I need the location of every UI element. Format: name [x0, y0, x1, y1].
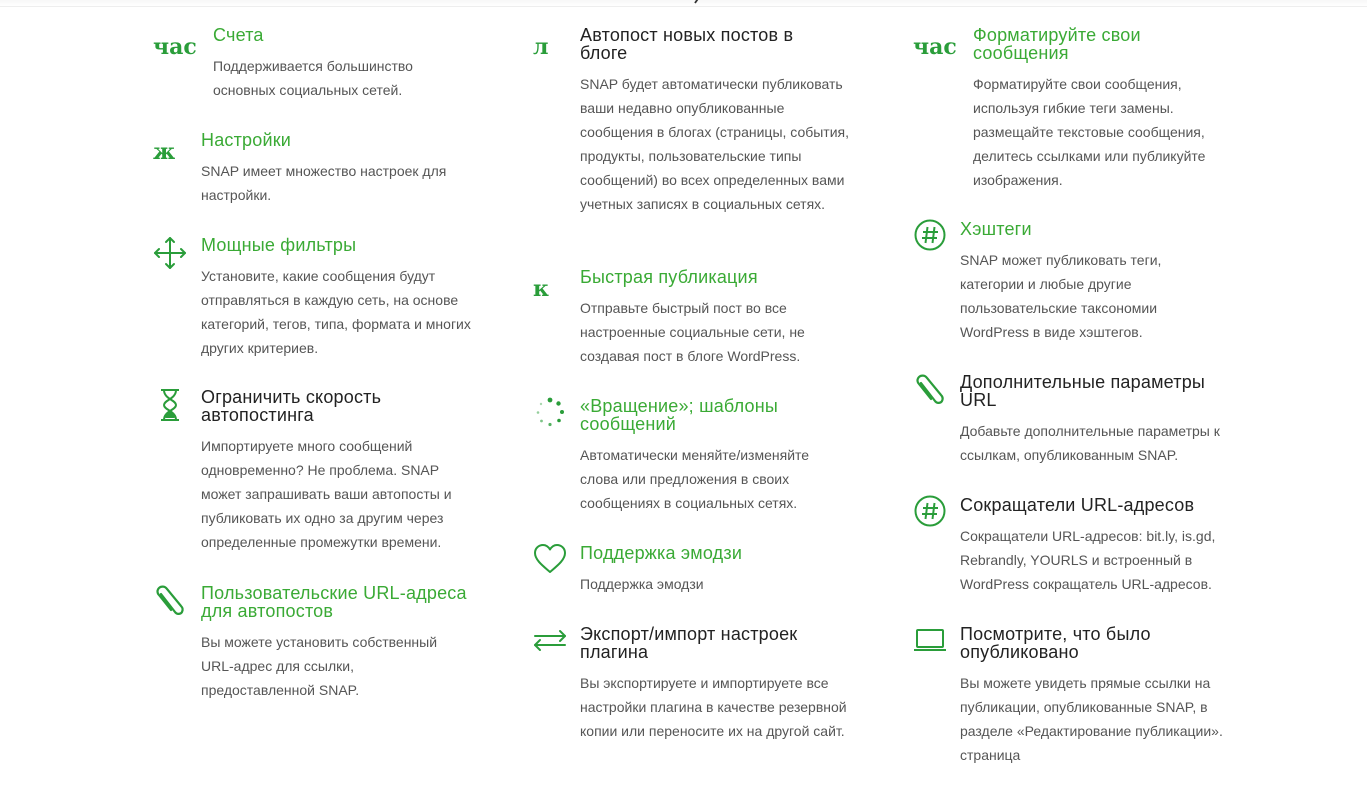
feature-rate-limit — [153, 388, 483, 554]
feature-title[interactable]: Счета — [213, 25, 264, 45]
feature-description: Сокращатели URL-адресов: bit.ly, is.gd, Rebrandly, YOURLS и встроенный в WordPress сокращатель URL-адресов. — [960, 528, 1216, 592]
feature-description: Установите, какие сообщения будут отправляться в каждую сеть, на основе категорий, тегов, типа, формата и многих других критериев. — [201, 268, 471, 356]
feature-format — [913, 26, 1243, 192]
feature-title[interactable]: Форматируйте свои сообщения — [973, 25, 1141, 63]
feature-description: Импортируете много сообщений одновременно? Не проблема. SNAP может запрашивать ваши автопосты и публиковать их одно за другим через определенные промежутки времени. — [201, 438, 452, 550]
hourglass-icon — [153, 388, 187, 422]
top-header-strip — [0, 0, 1367, 7]
feature-shorteners — [913, 496, 1243, 596]
feature-published — [913, 625, 1243, 767]
feature-title: Посмотрите, что было опубликовано — [960, 624, 1151, 662]
feature-title[interactable]: «Вращение»; шаблоны сообщений — [580, 396, 779, 434]
paperclip-icon — [913, 373, 947, 407]
feature-custom-urls — [153, 584, 483, 702]
text-glyph-icon: л — [533, 34, 549, 60]
feature-title[interactable]: Хэштеги — [960, 219, 1032, 239]
feature-title: Сокращатели URL-адресов — [960, 495, 1195, 515]
feature-description: Отправьте быстрый пост во все настроенные социальные сети, не создавая пост в блоге WordPress. — [580, 300, 805, 364]
swap-arrows-icon — [533, 623, 567, 657]
feature-description: Форматируйте свои сообщения, используя гибкие теги замены. размещайте текстовые сообщения, делитесь ссылками или публикуйте изображения. — [973, 76, 1206, 188]
feature-spinning — [533, 397, 863, 515]
feature-export-import — [533, 625, 863, 743]
feature-title: Автопост новых постов в блоге — [580, 25, 794, 63]
feature-description: Вы можете увидеть прямые ссылки на публикации, опубликованные SNAP, в разделе «Редактирование публикации». страница — [960, 675, 1223, 763]
feature-quick-post — [533, 268, 863, 368]
feature-title[interactable]: Настройки — [201, 130, 292, 150]
feature-description: SNAP имеет множество настроек для настройки. — [201, 163, 447, 203]
feature-title: Экспорт/импорт настроек плагина — [580, 624, 798, 662]
feature-title[interactable]: Пользовательские URL-адреса для автопостов — [201, 583, 467, 621]
spinner-icon — [533, 396, 567, 430]
feature-hashtags — [913, 220, 1243, 344]
feature-description: Добавьте дополнительные параметры к ссылкам, опубликованным SNAP. — [960, 423, 1220, 463]
laptop-icon — [913, 623, 947, 657]
text-glyph-icon: ж — [153, 139, 176, 165]
feature-description: Поддержка эмодзи — [580, 576, 704, 592]
move-arrows-icon — [153, 236, 187, 270]
text-glyph-icon: час — [153, 34, 197, 60]
feature-url-params — [913, 373, 1243, 467]
feature-emoji — [533, 544, 863, 596]
feature-description: SNAP может публиковать теги, категории и любые другие пользовательские таксономии WordPress в виде хэштегов. — [960, 252, 1162, 340]
feature-title[interactable]: Мощные фильтры — [201, 235, 357, 255]
heart-icon — [533, 542, 567, 576]
feature-description: Автоматически меняйте/изменяйте слова или предложения в своих сообщениях в социальных сетях. — [580, 447, 810, 511]
feature-description: Вы экспортируете и импортируете все настройки плагина в качестве резервной копии или переносите их на другой сайт. — [580, 675, 847, 739]
text-glyph-icon: час — [913, 34, 957, 60]
feature-autopost — [533, 26, 863, 216]
paperclip-icon — [153, 584, 187, 618]
feature-settings — [153, 131, 473, 207]
feature-description: SNAP будет автоматически публиковать ваши недавно опубликованные сообщения в блогах (страницы, события, продукты, пользовательские типы сообщений) во всех определенных вами учетных записях в социальных сетях. — [580, 76, 850, 212]
feature-accounts — [153, 26, 453, 102]
feature-filters — [153, 236, 483, 360]
feature-title: Дополнительные параметры URL — [960, 372, 1206, 410]
feature-title: Ограничить скорость автопостинга — [201, 387, 382, 425]
hashtag-icon — [913, 494, 947, 528]
feature-description: Поддерживается большинство основных социальных сетей. — [213, 58, 413, 98]
search-icon[interactable] — [693, 0, 709, 8]
text-glyph-icon: к — [533, 276, 549, 302]
feature-title[interactable]: Поддержка эмодзи — [580, 543, 743, 563]
feature-title[interactable]: Быстрая публикация — [580, 267, 758, 287]
hashtag-icon — [913, 218, 947, 252]
feature-description: Вы можете установить собственный URL-адрес для ссылки, предоставленной SNAP. — [201, 634, 438, 698]
